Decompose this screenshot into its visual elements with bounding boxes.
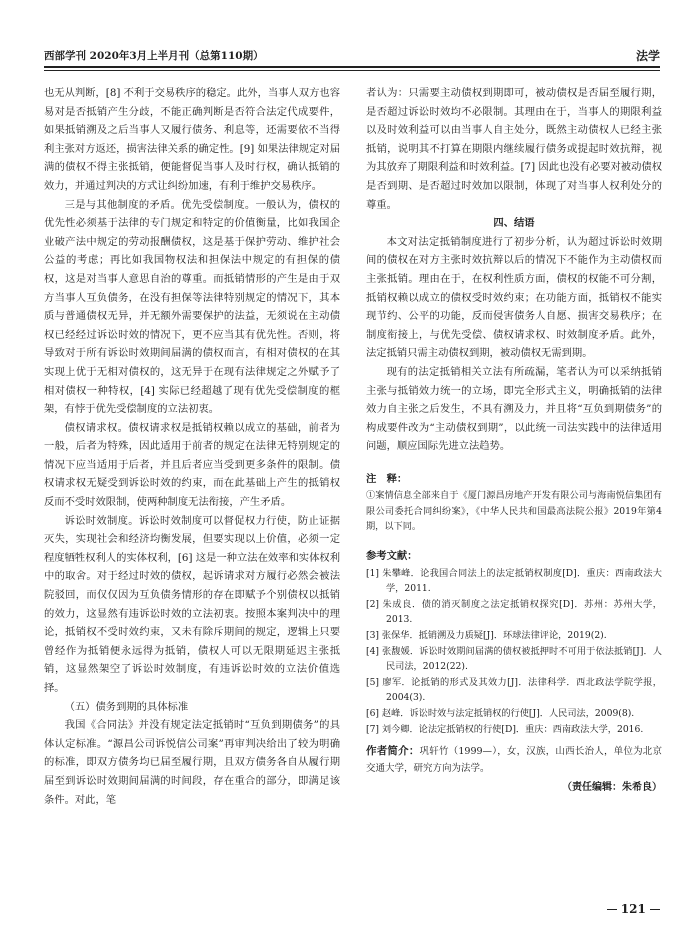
section-heading: 四、结语: [493, 217, 535, 230]
paragraph: 三是与其他制度的矛盾。优先受偿制度。一般认为，债权的优先性必须基于法律的专门规定和特定的价值衡量，比如我国企业破产法中规定的劳动报酬债权，这是基于保护劳动、维护社会公益的考虑；再比如我国物权法和担保法中规定的有担保的债权，这是对当事人意思自治的尊重。而抵销情形的产生是由于双方当事人互负债务，在没有担保等法律特别规定的情况下，其本质与普通债权无异，并无额外需要保护的法益，无须说在主动债权已经经过诉讼时效的情况下，更不应当其有优先性。否则，将导致对于所有诉讼时效期间届满的债权而言，有相对债权的在其实现上优于无相对债权的，这无异于在现有法律规定之外赋予了相对债权一种特权，[4] 实际已经超越了现有优先受偿制度的框架，有悖于优先受偿制度的立法初衷。: [44, 198, 340, 416]
header-rule: [44, 66, 660, 68]
section-name: 法学: [635, 49, 660, 63]
page-header: [44, 44, 660, 68]
paragraph: 现有的法定抵销相关立法有所疏漏，笔者认为可以采纳抵销主张与抵销效力统一的立场，即完全形式主义，明确抵销的法律效力自主张之后发生，不具有溯及力，并且将“互负到期债务”的构成要件改为“主动债权到期”，以此统一司法实践中的法律适用问题，顺应国际先进立法趋势。: [366, 365, 662, 453]
header-rule-thin: [44, 70, 660, 71]
references-title: 参考文献：: [366, 549, 418, 562]
paragraph: 本文对法定抵销制度进行了初步分析，认为超过诉讼时效期间的债权在对方主张时效抗辩以后的情况下不能作为主动债权而主张抵销。理由在于，在权利性质方面，债权的权能不可分割，抵销权赖以成立的债权受时效约束；在功能方面，抵销权不能实现节约、公平的功能，反而侵害债务人自愿、损害交易秩序；在制度衔接上，与优先受偿、债权请求权、时效制度矛盾。此外，法定抵销只需主动债权到期，被动债权无需到期。: [366, 235, 662, 360]
subheading: （五）债务到期的具体标准: [64, 700, 189, 713]
paragraph: 我国《合同法》并没有规定法定抵销时“互负到期债务”的具体认定标准。“源昌公司诉悦信公司案”再审判决给出了较为明确的标准，即双方债务均已届至履行期，且双方债务各自从履行期届至到诉讼时效期间届满的时间段，存在重合的部分，即满足该条件。对此，笔: [44, 719, 340, 806]
reference-item: [5] 廖军．论抵销的形式及其效力[J]．法律科学．西北政法学院学报，2004(3).: [366, 676, 662, 704]
reference-item: [2] 朱成良．债的消灭制度之法定抵销权探究[D]．苏州：苏州大学，2013.: [366, 598, 662, 626]
paragraph: 诉讼时效制度。诉讼时效制度可以督促权力行使，防止证据灭失，实现社会和经济均衡发展，但要实现以上价值，必须一定程度牺牲权利人的实体权利，[6] 这是一种立法在效率和实体权利中的取舍。对于经过时效的债权，起诉请求对方履行必然会被法院驳回，而仅仅因为互负债务情形的存在即赋予个别债权以抵销的效力，这显然有违诉讼时效的立法初衷。按照本案判决中的理论，抵销权不受时效约束，又未有除斥期间的规定，逻辑上只要曾经作为抵销便永远得为抵销，债权人可以无限期延迟主张抵销，这显然架空了诉讼时效制度，有违诉讼时效的立法价值选择。: [44, 514, 340, 694]
journal-logo: 西部学刊: [44, 50, 86, 62]
editor-credit: （责任编辑：朱希良）: [562, 782, 662, 794]
references-list: [366, 566, 662, 738]
reference-item: [7] 刘今卿．论法定抵销权的行使[D]．重庆：西南政法大学，2016.: [366, 723, 644, 735]
page-footer: [607, 902, 660, 916]
issue-info: 2020年3月上半月刊（总第110期）: [89, 50, 264, 62]
notes-title: 注 释：: [366, 472, 408, 485]
right-column: [366, 84, 662, 798]
author-text: 巩轩竹（1999—），女，汉族，山西长治人，单位为北京交通大学，研究方向为法学。: [366, 746, 662, 775]
page-number: 121: [620, 902, 646, 916]
reference-item: [3] 张保华．抵销溯及力质疑[J]．环球法律评论，2019(2).: [366, 629, 607, 641]
journal-info: [44, 48, 264, 63]
reference-item: [6] 赵峰．诉讼时效与法定抵销权的行使[J]．人民司法，2009(8).: [366, 707, 635, 719]
reference-item: [1] 朱攀峰．论我国合同法上的法定抵销权制度[D]．重庆：西南政法大学，2011.: [366, 567, 662, 595]
footer-dash: [607, 909, 617, 910]
paragraph: 者认为：只需要主动债权到期即可，被动债权是否届至履行期，是否超过诉讼时效均不必限制。其理由在于，当事人的期限利益以及时效利益可以由当事人自主处分，既然主动债权人已经主张抵销，说明其不打算在期限内继续履行债务或提起时效抗辩，视为其放弃了期限利益和时效利益。[7] 因此也没有必要对被动债权是否到期、是否超过时效加以限制，体现了对当事人权利处分的尊重。: [366, 87, 662, 211]
paragraph: 也无从判断，[8] 不利于交易秩序的稳定。此外，当事人双方也容易对是否抵销产生分歧，不能正确判断是否符合法定代成要件，如果抵销溯及之后当事人又履行债务、利息等，还需要依不当得利主张对方返还，损害法律关系的确定性。[9] 如果法律规定对届满的债权不得主张抵销，便能督促当事人及时行权，确认抵销的效力，并通过判决的方式让纠纷加速，有利于维护交易秩序。: [44, 87, 340, 192]
author-bio: [366, 743, 662, 777]
reference-item: [4] 张馥媛．诉讼时效期间届满的债权被抵押时不可用于依法抵销[J]．人民司法，2012(22).: [366, 645, 662, 673]
left-column: [44, 84, 340, 809]
footer-dash: [650, 909, 660, 910]
paragraph: 债权请求权。债权请求权是抵销权赖以成立的基础，前者为一般，后者为特殊，因此适用于前者的规定在法律无特别规定的情况下应当适用于后者，并且后者应当受到更多条件的限制。债权请求权无疑受到诉讼时效的约束，而在此基础上产生的抵销权反而不受时效限制，使两种制度无法衔接，产生矛盾。: [44, 421, 340, 509]
note-item: ①案情信息全部来自于《厦门源昌房地产开发有限公司与海南悦信集团有限公司委托合同纠纷案》，《中华人民共和国最高法院公报》2019年第4期，以下同。: [366, 490, 662, 533]
author-label: 作者简介：: [366, 745, 420, 758]
